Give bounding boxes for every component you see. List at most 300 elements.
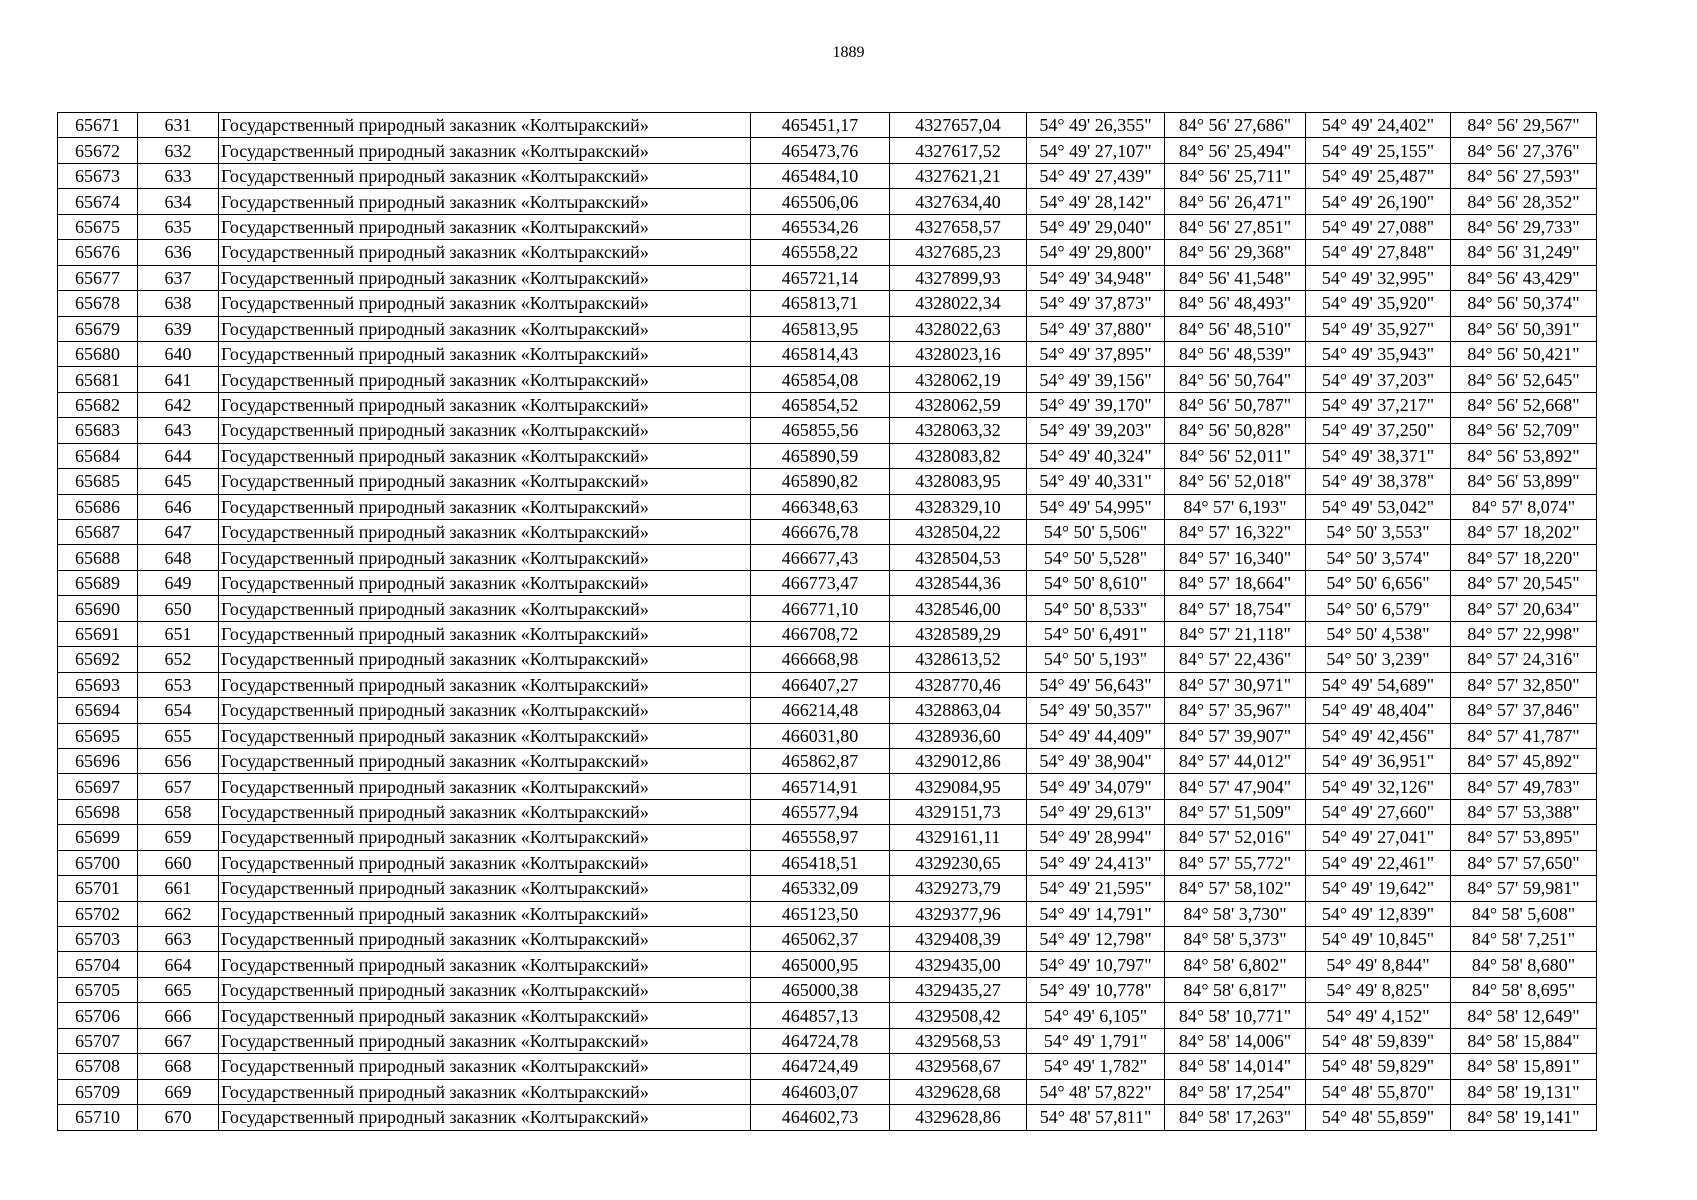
longitude-2-cell: 84° 57' 22,998" — [1451, 621, 1597, 646]
point-number-cell: 651 — [138, 621, 219, 646]
y-coordinate-cell: 4328613,52 — [890, 647, 1027, 672]
object-name-cell: Государственный природный заказник «Колтыракский» — [219, 952, 751, 977]
row-id-cell: 65673 — [58, 163, 138, 188]
point-number-cell: 661 — [138, 876, 219, 901]
latitude-1-cell: 54° 49' 34,948" — [1027, 265, 1165, 290]
table-row — [58, 418, 1597, 443]
x-coordinate-cell: 465814,43 — [751, 341, 890, 366]
object-name-cell: Государственный природный заказник «Колтыракский» — [219, 163, 751, 188]
table-row — [58, 494, 1597, 519]
x-coordinate-cell: 465000,95 — [751, 952, 890, 977]
point-number-cell: 660 — [138, 850, 219, 875]
x-coordinate-cell: 464603,07 — [751, 1079, 890, 1104]
object-name-cell: Государственный природный заказник «Колтыракский» — [219, 774, 751, 799]
x-coordinate-cell: 465484,10 — [751, 163, 890, 188]
longitude-2-cell: 84° 57' 20,545" — [1451, 570, 1597, 595]
y-coordinate-cell: 4329628,86 — [890, 1105, 1027, 1130]
point-number-cell: 666 — [138, 1003, 219, 1028]
y-coordinate-cell: 4329435,00 — [890, 952, 1027, 977]
table-row — [58, 545, 1597, 570]
longitude-1-cell: 84° 57' 39,907" — [1165, 723, 1306, 748]
latitude-2-cell: 54° 49' 35,927" — [1306, 316, 1451, 341]
point-number-cell: 667 — [138, 1028, 219, 1053]
x-coordinate-cell: 465854,52 — [751, 392, 890, 417]
page-number: 1889 — [832, 44, 865, 61]
point-number-cell: 654 — [138, 698, 219, 723]
longitude-1-cell: 84° 56' 25,494" — [1165, 138, 1306, 163]
longitude-2-cell: 84° 58' 8,680" — [1451, 952, 1597, 977]
latitude-2-cell: 54° 49' 42,456" — [1306, 723, 1451, 748]
point-number-cell: 634 — [138, 189, 219, 214]
longitude-1-cell: 84° 57' 16,340" — [1165, 545, 1306, 570]
x-coordinate-cell: 465813,71 — [751, 291, 890, 316]
longitude-1-cell: 84° 58' 3,730" — [1165, 901, 1306, 926]
y-coordinate-cell: 4328770,46 — [890, 672, 1027, 697]
row-id-cell: 65693 — [58, 672, 138, 697]
object-name-cell: Государственный природный заказник «Колтыракский» — [219, 418, 751, 443]
row-id-cell: 65683 — [58, 418, 138, 443]
latitude-2-cell: 54° 49' 38,371" — [1306, 443, 1451, 468]
longitude-1-cell: 84° 57' 6,193" — [1165, 494, 1306, 519]
table-row — [58, 138, 1597, 163]
table-row — [58, 113, 1597, 138]
row-id-cell: 65675 — [58, 214, 138, 239]
longitude-1-cell: 84° 57' 58,102" — [1165, 876, 1306, 901]
point-number-cell: 648 — [138, 545, 219, 570]
y-coordinate-cell: 4328022,34 — [890, 291, 1027, 316]
latitude-2-cell: 54° 49' 36,951" — [1306, 748, 1451, 773]
latitude-1-cell: 54° 49' 39,203" — [1027, 418, 1165, 443]
point-number-cell: 665 — [138, 977, 219, 1002]
latitude-2-cell: 54° 48' 55,859" — [1306, 1105, 1451, 1130]
row-id-cell: 65701 — [58, 876, 138, 901]
object-name-cell: Государственный природный заказник «Колтыракский» — [219, 214, 751, 239]
y-coordinate-cell: 4327634,40 — [890, 189, 1027, 214]
y-coordinate-cell: 4328546,00 — [890, 596, 1027, 621]
object-name-cell: Государственный природный заказник «Колтыракский» — [219, 977, 751, 1002]
y-coordinate-cell: 4328544,36 — [890, 570, 1027, 595]
point-number-cell: 638 — [138, 291, 219, 316]
point-number-cell: 668 — [138, 1054, 219, 1079]
latitude-1-cell: 54° 48' 57,822" — [1027, 1079, 1165, 1104]
point-number-cell: 641 — [138, 367, 219, 392]
longitude-1-cell: 84° 58' 17,263" — [1165, 1105, 1306, 1130]
longitude-2-cell: 84° 58' 8,695" — [1451, 977, 1597, 1002]
longitude-2-cell: 84° 57' 18,220" — [1451, 545, 1597, 570]
point-number-cell: 635 — [138, 214, 219, 239]
point-number-cell: 662 — [138, 901, 219, 926]
y-coordinate-cell: 4328083,95 — [890, 469, 1027, 494]
table-row — [58, 367, 1597, 392]
longitude-2-cell: 84° 58' 12,649" — [1451, 1003, 1597, 1028]
row-id-cell: 65689 — [58, 570, 138, 595]
coordinates-table — [57, 112, 1597, 1131]
row-id-cell: 65703 — [58, 927, 138, 952]
longitude-2-cell: 84° 57' 59,981" — [1451, 876, 1597, 901]
row-id-cell: 65691 — [58, 621, 138, 646]
point-number-cell: 647 — [138, 520, 219, 545]
y-coordinate-cell: 4328062,19 — [890, 367, 1027, 392]
object-name-cell: Государственный природный заказник «Колтыракский» — [219, 1028, 751, 1053]
latitude-2-cell: 54° 49' 8,825" — [1306, 977, 1451, 1002]
latitude-1-cell: 54° 49' 24,413" — [1027, 850, 1165, 875]
y-coordinate-cell: 4328083,82 — [890, 443, 1027, 468]
object-name-cell: Государственный природный заказник «Колтыракский» — [219, 469, 751, 494]
longitude-1-cell: 84° 56' 50,828" — [1165, 418, 1306, 443]
latitude-2-cell: 54° 49' 27,041" — [1306, 825, 1451, 850]
longitude-1-cell: 84° 57' 18,754" — [1165, 596, 1306, 621]
table-row — [58, 621, 1597, 646]
latitude-1-cell: 54° 49' 56,643" — [1027, 672, 1165, 697]
latitude-1-cell: 54° 50' 5,528" — [1027, 545, 1165, 570]
x-coordinate-cell: 465577,94 — [751, 799, 890, 824]
longitude-1-cell: 84° 56' 41,548" — [1165, 265, 1306, 290]
longitude-1-cell: 84° 56' 50,787" — [1165, 392, 1306, 417]
y-coordinate-cell: 4327658,57 — [890, 214, 1027, 239]
point-number-cell: 636 — [138, 240, 219, 265]
point-number-cell: 653 — [138, 672, 219, 697]
point-number-cell: 639 — [138, 316, 219, 341]
latitude-2-cell: 54° 49' 4,152" — [1306, 1003, 1451, 1028]
table-row — [58, 1028, 1597, 1053]
table-row — [58, 596, 1597, 621]
row-id-cell: 65710 — [58, 1105, 138, 1130]
longitude-2-cell: 84° 56' 50,421" — [1451, 341, 1597, 366]
object-name-cell: Государственный природный заказник «Колтыракский» — [219, 799, 751, 824]
latitude-1-cell: 54° 49' 37,880" — [1027, 316, 1165, 341]
longitude-2-cell: 84° 56' 52,645" — [1451, 367, 1597, 392]
point-number-cell: 646 — [138, 494, 219, 519]
object-name-cell: Государственный природный заказник «Колтыракский» — [219, 850, 751, 875]
longitude-1-cell: 84° 56' 29,368" — [1165, 240, 1306, 265]
longitude-1-cell: 84° 57' 18,664" — [1165, 570, 1306, 595]
y-coordinate-cell: 4328329,10 — [890, 494, 1027, 519]
latitude-1-cell: 54° 50' 8,610" — [1027, 570, 1165, 595]
latitude-1-cell: 54° 49' 37,873" — [1027, 291, 1165, 316]
row-id-cell: 65681 — [58, 367, 138, 392]
x-coordinate-cell: 464724,49 — [751, 1054, 890, 1079]
longitude-1-cell: 84° 57' 44,012" — [1165, 748, 1306, 773]
table-row — [58, 927, 1597, 952]
longitude-1-cell: 84° 56' 48,493" — [1165, 291, 1306, 316]
point-number-cell: 632 — [138, 138, 219, 163]
row-id-cell: 65705 — [58, 977, 138, 1002]
longitude-2-cell: 84° 56' 31,249" — [1451, 240, 1597, 265]
x-coordinate-cell: 464602,73 — [751, 1105, 890, 1130]
x-coordinate-cell: 465558,22 — [751, 240, 890, 265]
row-id-cell: 65687 — [58, 520, 138, 545]
latitude-2-cell: 54° 48' 59,839" — [1306, 1028, 1451, 1053]
latitude-2-cell: 54° 50' 6,579" — [1306, 596, 1451, 621]
row-id-cell: 65697 — [58, 774, 138, 799]
table-row — [58, 901, 1597, 926]
object-name-cell: Государственный природный заказник «Колтыракский» — [219, 723, 751, 748]
longitude-2-cell: 84° 58' 19,141" — [1451, 1105, 1597, 1130]
longitude-1-cell: 84° 58' 10,771" — [1165, 1003, 1306, 1028]
longitude-2-cell: 84° 56' 50,374" — [1451, 291, 1597, 316]
latitude-2-cell: 54° 49' 10,845" — [1306, 927, 1451, 952]
x-coordinate-cell: 465534,26 — [751, 214, 890, 239]
latitude-1-cell: 54° 49' 44,409" — [1027, 723, 1165, 748]
table-row — [58, 341, 1597, 366]
point-number-cell: 664 — [138, 952, 219, 977]
y-coordinate-cell: 4329628,68 — [890, 1079, 1027, 1104]
y-coordinate-cell: 4328063,32 — [890, 418, 1027, 443]
object-name-cell: Государственный природный заказник «Колтыракский» — [219, 825, 751, 850]
latitude-2-cell: 54° 49' 32,126" — [1306, 774, 1451, 799]
object-name-cell: Государственный природный заказник «Колтыракский» — [219, 748, 751, 773]
latitude-2-cell: 54° 50' 3,239" — [1306, 647, 1451, 672]
table-row — [58, 291, 1597, 316]
longitude-1-cell: 84° 56' 52,011" — [1165, 443, 1306, 468]
y-coordinate-cell: 4327621,21 — [890, 163, 1027, 188]
y-coordinate-cell: 4329435,27 — [890, 977, 1027, 1002]
longitude-1-cell: 84° 56' 27,686" — [1165, 113, 1306, 138]
point-number-cell: 670 — [138, 1105, 219, 1130]
point-number-cell: 656 — [138, 748, 219, 773]
longitude-2-cell: 84° 56' 53,899" — [1451, 469, 1597, 494]
longitude-1-cell: 84° 57' 47,904" — [1165, 774, 1306, 799]
point-number-cell: 649 — [138, 570, 219, 595]
object-name-cell: Государственный природный заказник «Колтыракский» — [219, 240, 751, 265]
table-row — [58, 265, 1597, 290]
longitude-2-cell: 84° 56' 27,593" — [1451, 163, 1597, 188]
row-id-cell: 65682 — [58, 392, 138, 417]
x-coordinate-cell: 465890,82 — [751, 469, 890, 494]
object-name-cell: Государственный природный заказник «Колтыракский» — [219, 291, 751, 316]
longitude-2-cell: 84° 57' 37,846" — [1451, 698, 1597, 723]
y-coordinate-cell: 4329084,95 — [890, 774, 1027, 799]
x-coordinate-cell: 465418,51 — [751, 850, 890, 875]
object-name-cell: Государственный природный заказник «Колтыракский» — [219, 189, 751, 214]
longitude-1-cell: 84° 57' 51,509" — [1165, 799, 1306, 824]
object-name-cell: Государственный природный заказник «Колтыракский» — [219, 520, 751, 545]
x-coordinate-cell: 464724,78 — [751, 1028, 890, 1053]
y-coordinate-cell: 4328062,59 — [890, 392, 1027, 417]
y-coordinate-cell: 4328504,53 — [890, 545, 1027, 570]
table-row — [58, 647, 1597, 672]
y-coordinate-cell: 4327657,04 — [890, 113, 1027, 138]
object-name-cell: Государственный природный заказник «Колтыракский» — [219, 392, 751, 417]
longitude-2-cell: 84° 57' 18,202" — [1451, 520, 1597, 545]
y-coordinate-cell: 4329151,73 — [890, 799, 1027, 824]
row-id-cell: 65702 — [58, 901, 138, 926]
point-number-cell: 644 — [138, 443, 219, 468]
latitude-2-cell: 54° 49' 48,404" — [1306, 698, 1451, 723]
object-name-cell: Государственный природный заказник «Колтыракский» — [219, 647, 751, 672]
latitude-1-cell: 54° 49' 38,904" — [1027, 748, 1165, 773]
row-id-cell: 65707 — [58, 1028, 138, 1053]
latitude-2-cell: 54° 49' 12,839" — [1306, 901, 1451, 926]
latitude-1-cell: 54° 49' 10,778" — [1027, 977, 1165, 1002]
x-coordinate-cell: 466031,80 — [751, 723, 890, 748]
object-name-cell: Государственный природный заказник «Колтыракский» — [219, 1079, 751, 1104]
latitude-2-cell: 54° 49' 27,660" — [1306, 799, 1451, 824]
latitude-2-cell: 54° 49' 37,203" — [1306, 367, 1451, 392]
longitude-1-cell: 84° 58' 6,817" — [1165, 977, 1306, 1002]
row-id-cell: 65680 — [58, 341, 138, 366]
point-number-cell: 642 — [138, 392, 219, 417]
longitude-1-cell: 84° 57' 30,971" — [1165, 672, 1306, 697]
object-name-cell: Государственный природный заказник «Колтыракский» — [219, 265, 751, 290]
latitude-1-cell: 54° 49' 37,895" — [1027, 341, 1165, 366]
x-coordinate-cell: 465473,76 — [751, 138, 890, 163]
longitude-2-cell: 84° 56' 52,709" — [1451, 418, 1597, 443]
y-coordinate-cell: 4327685,23 — [890, 240, 1027, 265]
row-id-cell: 65694 — [58, 698, 138, 723]
table-row — [58, 1054, 1597, 1079]
row-id-cell: 65690 — [58, 596, 138, 621]
y-coordinate-cell: 4329408,39 — [890, 927, 1027, 952]
x-coordinate-cell: 465721,14 — [751, 265, 890, 290]
longitude-1-cell: 84° 58' 14,006" — [1165, 1028, 1306, 1053]
longitude-2-cell: 84° 56' 29,567" — [1451, 113, 1597, 138]
latitude-2-cell: 54° 50' 6,656" — [1306, 570, 1451, 595]
longitude-1-cell: 84° 56' 50,764" — [1165, 367, 1306, 392]
latitude-1-cell: 54° 50' 6,491" — [1027, 621, 1165, 646]
latitude-1-cell: 54° 49' 29,613" — [1027, 799, 1165, 824]
latitude-1-cell: 54° 48' 57,811" — [1027, 1105, 1165, 1130]
longitude-2-cell: 84° 57' 20,634" — [1451, 596, 1597, 621]
longitude-2-cell: 84° 56' 27,376" — [1451, 138, 1597, 163]
longitude-1-cell: 84° 56' 27,851" — [1165, 214, 1306, 239]
point-number-cell: 669 — [138, 1079, 219, 1104]
latitude-1-cell: 54° 49' 26,355" — [1027, 113, 1165, 138]
object-name-cell: Государственный природный заказник «Колтыракский» — [219, 621, 751, 646]
row-id-cell: 65704 — [58, 952, 138, 977]
row-id-cell: 65692 — [58, 647, 138, 672]
table-row — [58, 698, 1597, 723]
longitude-1-cell: 84° 58' 5,373" — [1165, 927, 1306, 952]
object-name-cell: Государственный природный заказник «Колтыракский» — [219, 1105, 751, 1130]
table-row — [58, 774, 1597, 799]
table-row — [58, 825, 1597, 850]
table-row — [58, 443, 1597, 468]
table-row — [58, 876, 1597, 901]
point-number-cell: 658 — [138, 799, 219, 824]
latitude-2-cell: 54° 49' 37,250" — [1306, 418, 1451, 443]
x-coordinate-cell: 465890,59 — [751, 443, 890, 468]
latitude-1-cell: 54° 50' 8,533" — [1027, 596, 1165, 621]
y-coordinate-cell: 4328936,60 — [890, 723, 1027, 748]
x-coordinate-cell: 465813,95 — [751, 316, 890, 341]
longitude-1-cell: 84° 56' 48,539" — [1165, 341, 1306, 366]
x-coordinate-cell: 466214,48 — [751, 698, 890, 723]
latitude-2-cell: 54° 49' 22,461" — [1306, 850, 1451, 875]
x-coordinate-cell: 466708,72 — [751, 621, 890, 646]
row-id-cell: 65700 — [58, 850, 138, 875]
latitude-1-cell: 54° 49' 1,782" — [1027, 1054, 1165, 1079]
row-id-cell: 65685 — [58, 469, 138, 494]
row-id-cell: 65706 — [58, 1003, 138, 1028]
object-name-cell: Государственный природный заказник «Колтыракский» — [219, 927, 751, 952]
object-name-cell: Государственный природный заказник «Колтыракский» — [219, 494, 751, 519]
y-coordinate-cell: 4329161,11 — [890, 825, 1027, 850]
table-row — [58, 469, 1597, 494]
table-body — [58, 113, 1597, 1131]
x-coordinate-cell: 465558,97 — [751, 825, 890, 850]
point-number-cell: 640 — [138, 341, 219, 366]
x-coordinate-cell: 465506,06 — [751, 189, 890, 214]
longitude-2-cell: 84° 57' 53,895" — [1451, 825, 1597, 850]
latitude-2-cell: 54° 49' 32,995" — [1306, 265, 1451, 290]
y-coordinate-cell: 4328589,29 — [890, 621, 1027, 646]
point-number-cell: 631 — [138, 113, 219, 138]
table-row — [58, 977, 1597, 1002]
latitude-1-cell: 54° 49' 6,105" — [1027, 1003, 1165, 1028]
longitude-2-cell: 84° 57' 8,074" — [1451, 494, 1597, 519]
y-coordinate-cell: 4329273,79 — [890, 876, 1027, 901]
latitude-2-cell: 54° 49' 8,844" — [1306, 952, 1451, 977]
latitude-1-cell: 54° 49' 39,170" — [1027, 392, 1165, 417]
object-name-cell: Государственный природный заказник «Колтыракский» — [219, 113, 751, 138]
y-coordinate-cell: 4327617,52 — [890, 138, 1027, 163]
longitude-1-cell: 84° 58' 14,014" — [1165, 1054, 1306, 1079]
object-name-cell: Государственный природный заказник «Колтыракский» — [219, 1003, 751, 1028]
latitude-1-cell: 54° 49' 40,324" — [1027, 443, 1165, 468]
latitude-2-cell: 54° 49' 35,943" — [1306, 341, 1451, 366]
latitude-1-cell: 54° 50' 5,193" — [1027, 647, 1165, 672]
table-row — [58, 723, 1597, 748]
latitude-2-cell: 54° 49' 24,402" — [1306, 113, 1451, 138]
x-coordinate-cell: 464857,13 — [751, 1003, 890, 1028]
object-name-cell: Государственный природный заказник «Колтыракский» — [219, 341, 751, 366]
latitude-1-cell: 54° 49' 12,798" — [1027, 927, 1165, 952]
longitude-2-cell: 84° 58' 5,608" — [1451, 901, 1597, 926]
latitude-1-cell: 54° 50' 5,506" — [1027, 520, 1165, 545]
table-row — [58, 672, 1597, 697]
latitude-2-cell: 54° 50' 3,553" — [1306, 520, 1451, 545]
longitude-2-cell: 84° 58' 19,131" — [1451, 1079, 1597, 1104]
latitude-2-cell: 54° 49' 25,155" — [1306, 138, 1451, 163]
point-number-cell: 633 — [138, 163, 219, 188]
longitude-2-cell: 84° 57' 49,783" — [1451, 774, 1597, 799]
longitude-1-cell: 84° 57' 22,436" — [1165, 647, 1306, 672]
table-row — [58, 748, 1597, 773]
latitude-1-cell: 54° 49' 27,107" — [1027, 138, 1165, 163]
latitude-1-cell: 54° 49' 34,079" — [1027, 774, 1165, 799]
longitude-2-cell: 84° 56' 28,352" — [1451, 189, 1597, 214]
table-row — [58, 1105, 1597, 1130]
y-coordinate-cell: 4328504,22 — [890, 520, 1027, 545]
y-coordinate-cell: 4329012,86 — [890, 748, 1027, 773]
latitude-2-cell: 54° 49' 26,190" — [1306, 189, 1451, 214]
row-id-cell: 65684 — [58, 443, 138, 468]
latitude-2-cell: 54° 50' 4,538" — [1306, 621, 1451, 646]
x-coordinate-cell: 465451,17 — [751, 113, 890, 138]
x-coordinate-cell: 465862,87 — [751, 748, 890, 773]
object-name-cell: Государственный природный заказник «Колтыракский» — [219, 570, 751, 595]
latitude-1-cell: 54° 49' 14,791" — [1027, 901, 1165, 926]
latitude-2-cell: 54° 49' 25,487" — [1306, 163, 1451, 188]
object-name-cell: Государственный природный заказник «Колтыракский» — [219, 876, 751, 901]
row-id-cell: 65686 — [58, 494, 138, 519]
longitude-2-cell: 84° 56' 52,668" — [1451, 392, 1597, 417]
latitude-1-cell: 54° 49' 40,331" — [1027, 469, 1165, 494]
latitude-1-cell: 54° 49' 29,040" — [1027, 214, 1165, 239]
longitude-2-cell: 84° 56' 53,892" — [1451, 443, 1597, 468]
latitude-2-cell: 54° 49' 19,642" — [1306, 876, 1451, 901]
point-number-cell: 657 — [138, 774, 219, 799]
x-coordinate-cell: 466676,78 — [751, 520, 890, 545]
object-name-cell: Государственный природный заказник «Колтыракский» — [219, 138, 751, 163]
table-row — [58, 163, 1597, 188]
longitude-2-cell: 84° 57' 53,388" — [1451, 799, 1597, 824]
row-id-cell: 65672 — [58, 138, 138, 163]
latitude-1-cell: 54° 49' 28,142" — [1027, 189, 1165, 214]
x-coordinate-cell: 466348,63 — [751, 494, 890, 519]
latitude-1-cell: 54° 49' 29,800" — [1027, 240, 1165, 265]
